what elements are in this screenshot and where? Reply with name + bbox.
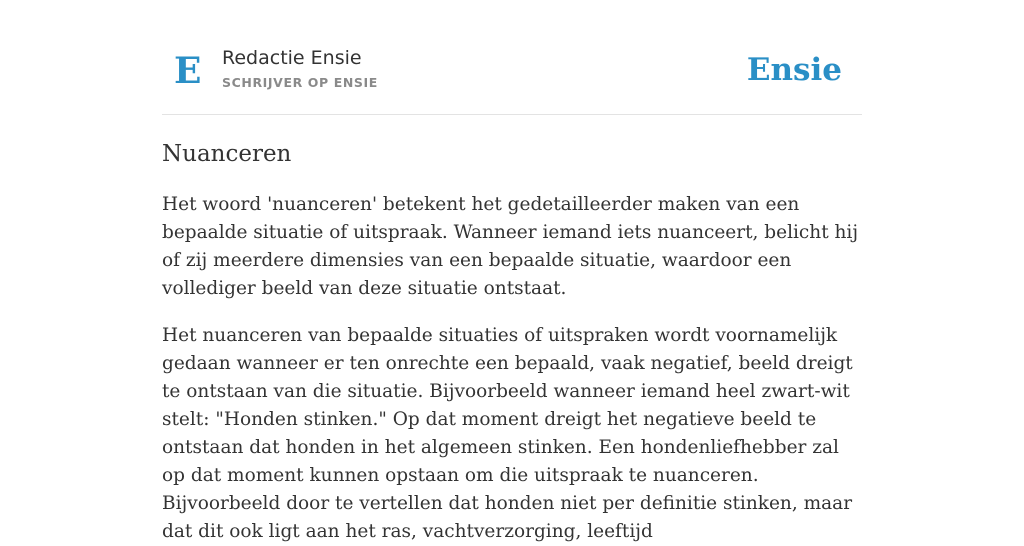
author-role: SCHRIJVER OP ENSIE [222,75,378,90]
author-avatar[interactable]: E [174,50,202,92]
article-title: Nuanceren [162,141,292,167]
ensie-logo[interactable]: Ensie [746,52,842,88]
article-paragraph: Het woord 'nuanceren' betekent het gedetailleerder maken van een bepaalde situatie of uitspraak. Wanneer iemand iets nuanceert, belicht hij of zij meerdere dimensies van een bepaalde situatie, waardoor een vollediger beeld van deze situatie ontstaat. [162,194,859,299]
author-header [162,0,862,115]
article-card [162,0,862,546]
article-paragraph: Het nuanceren van bepaalde situaties of uitspraken wordt voornamelijk gedaan wanneer er ten onrechte een bepaald, vaak negatief, beeld dreigt te ontstaan van die situatie. Bijvoorbeeld wanneer iemand heel zwart-wit stelt: "Honden stinken." Op dat moment dreigt het negatieve beeld te ontstaan dat honden in het algemeen stinken. Een hondenliefhebber zal op dat moment kunnen opstaan om die uitspraak te nuanceren. Bijvoorbeeld door te vertellen dat honden niet per definitie stinken, maar dat dit ook ligt aan het ras, vachtverzorging, leeftijd [162,325,853,542]
author-name[interactable]: Redactie Ensie [222,47,362,69]
